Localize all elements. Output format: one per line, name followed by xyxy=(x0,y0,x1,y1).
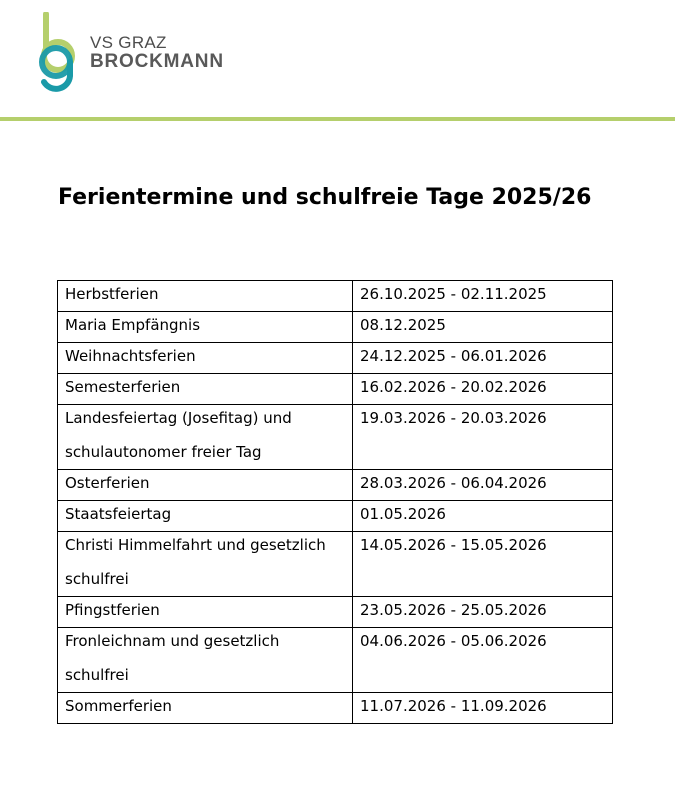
holiday-table xyxy=(57,280,613,724)
holiday-date-cell xyxy=(353,628,613,693)
page-title: Ferientermine und schulfreie Tage 2025/26 xyxy=(58,185,592,210)
holiday-name: Landesfeiertag (Josefitag) und schulautonomer freier Tag xyxy=(65,409,292,461)
holiday-name: Christi Himmelfahrt und gesetzlich schulfrei xyxy=(65,536,326,588)
holiday-name-cell xyxy=(58,470,353,501)
holiday-date: 24.12.2025 - 06.01.2026 xyxy=(360,347,547,365)
holiday-date: 23.05.2026 - 25.05.2026 xyxy=(360,601,547,619)
holiday-name: Maria Empfängnis xyxy=(65,316,201,334)
holiday-name-cell xyxy=(58,532,353,597)
table-row xyxy=(58,470,613,501)
table-row xyxy=(58,405,613,470)
holiday-name: Staatsfeiertag xyxy=(65,505,172,523)
holiday-date: 08.12.2025 xyxy=(360,316,446,334)
holiday-name-cell xyxy=(58,405,353,470)
holiday-date: 14.05.2026 - 15.05.2026 xyxy=(360,536,547,554)
holiday-name: Osterferien xyxy=(65,474,150,492)
table-row xyxy=(58,532,613,597)
page-header xyxy=(0,0,675,123)
holiday-name-cell xyxy=(58,597,353,628)
table-row xyxy=(58,312,613,343)
holiday-name: Semesterferien xyxy=(65,378,181,396)
holiday-date-cell xyxy=(353,597,613,628)
table-row xyxy=(58,597,613,628)
logo-wordmark xyxy=(90,34,224,71)
holiday-name-cell xyxy=(58,312,353,343)
holiday-date: 28.03.2026 - 06.04.2026 xyxy=(360,474,547,492)
logo-line-name: BROCKMANN xyxy=(90,51,224,72)
holiday-date-cell xyxy=(353,281,613,312)
holiday-date: 16.02.2026 - 20.02.2026 xyxy=(360,378,547,396)
holiday-date: 01.05.2026 xyxy=(360,505,446,523)
holiday-name: Pfingstferien xyxy=(65,601,160,619)
school-logo-icon xyxy=(36,12,80,92)
holiday-date-cell xyxy=(353,405,613,470)
holiday-date: 26.10.2025 - 02.11.2025 xyxy=(360,285,547,303)
holiday-name-cell xyxy=(58,374,353,405)
holiday-name-cell xyxy=(58,693,353,724)
holiday-date-cell xyxy=(353,470,613,501)
holiday-name-cell xyxy=(58,343,353,374)
table-row xyxy=(58,501,613,532)
holiday-date-cell xyxy=(353,532,613,597)
holiday-date: 11.07.2026 - 11.09.2026 xyxy=(360,697,547,715)
holiday-date-cell xyxy=(353,374,613,405)
holiday-name: Fronleichnam und gesetzlich schulfrei xyxy=(65,632,280,684)
table-row xyxy=(58,343,613,374)
header-divider xyxy=(0,117,675,121)
holiday-name-cell xyxy=(58,628,353,693)
holiday-name: Weihnachtsferien xyxy=(65,347,196,365)
logo-line-school: VS GRAZ xyxy=(90,33,167,52)
holiday-date: 19.03.2026 - 20.03.2026 xyxy=(360,409,547,427)
holiday-name-cell xyxy=(58,281,353,312)
table-row xyxy=(58,374,613,405)
table-row xyxy=(58,281,613,312)
holiday-date-cell xyxy=(353,312,613,343)
table-row xyxy=(58,628,613,693)
holiday-name: Herbstferien xyxy=(65,285,159,303)
holiday-date-cell xyxy=(353,693,613,724)
holiday-date: 04.06.2026 - 05.06.2026 xyxy=(360,632,547,650)
holiday-date-cell xyxy=(353,343,613,374)
holiday-name: Sommerferien xyxy=(65,697,172,715)
holiday-date-cell xyxy=(353,501,613,532)
holiday-name-cell xyxy=(58,501,353,532)
table-row xyxy=(58,693,613,724)
